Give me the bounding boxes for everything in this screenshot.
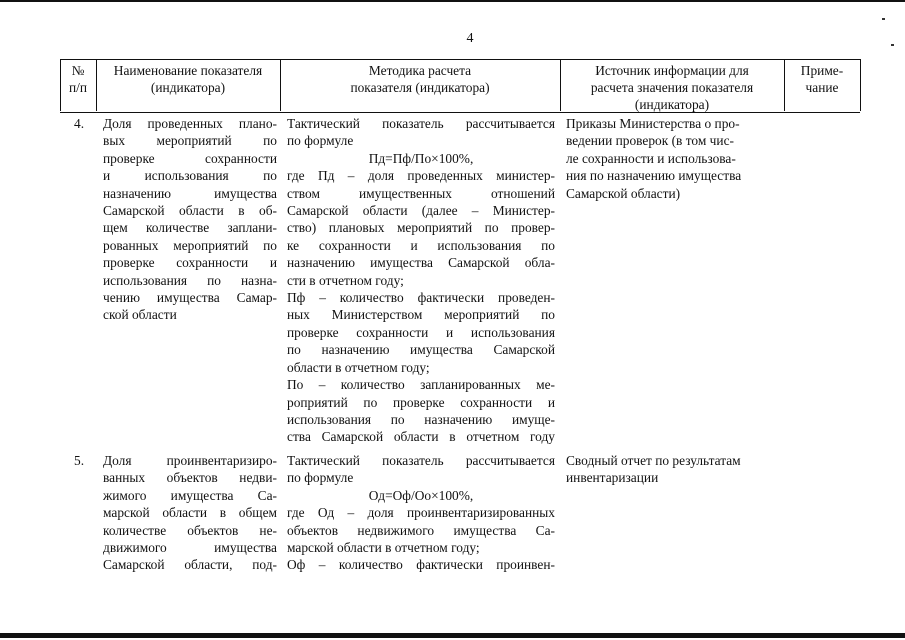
header-note: Приме- чание xyxy=(800,63,844,95)
header-source: Источник информации для расчета значения показателя (индикатора) xyxy=(590,63,754,112)
row-method-cell: Тактический показатель рассчитывается по формуле Од=Оф/Оо×100%, где Од – доля проинвентаризированных объектов недвижимого имущества Са- марской области в отчетном году; Оф – количество фактически проинвен- xyxy=(287,453,555,573)
table-rule xyxy=(860,59,861,111)
row-name-cell: Доля проведенных плано- вых мероприятий по проверке сохранности и использования по назначению имущества Самарской области в об- щем количестве заплани- рованных мероприятий по проверке сохранности и использования по назна- чению имущества Самар- ской области xyxy=(103,116,277,323)
row-number: 4. xyxy=(74,116,85,131)
row-source-cell: Сводный отчет по результатам инвентаризации xyxy=(566,453,741,486)
header-method: Методика расчета показателя (индикатора) xyxy=(350,63,490,95)
scan-speck xyxy=(891,44,894,46)
row-method-cell: Тактический показатель рассчитывается по формуле Пд=Пф/По×100%, где Пд – доля проведенных министер- ством имущественных отношений Самарской области (далее – Министер- ство) плановых мероприятий по провер- ке сохранности и использования по назначению имущества Самарской обла- сти в отчетном году; Пф – количество фактически проведен- ных Министерством мероприятий по проверке сохранности и использования по назначению имущества Самарской области в отчетном году; По – количество запланированных ме- роприятий по проверке сохранности и использования по назначению имуще- ства Самарской области в отчетном году xyxy=(287,116,555,445)
header-name: Наименование показателя (индикатора) xyxy=(113,63,263,95)
bottom-border xyxy=(0,633,905,638)
row-name-cell: Доля проинвентаризиро- ванных объектов недви- жимого имущества Са- марской области в общем количестве объектов не- движимого имущества Самарской области, под- xyxy=(103,453,277,573)
row-number: 5. xyxy=(74,453,85,468)
scan-speck xyxy=(882,18,885,20)
header-num: № п/п xyxy=(68,63,88,95)
row-source-cell: Приказы Министерства о про- ведении проверок (в том чис- ле сохранности и использова- ния по назначению имущества Самарской области) xyxy=(566,116,742,201)
top-border xyxy=(0,0,905,2)
page-number: 4 xyxy=(466,31,474,46)
